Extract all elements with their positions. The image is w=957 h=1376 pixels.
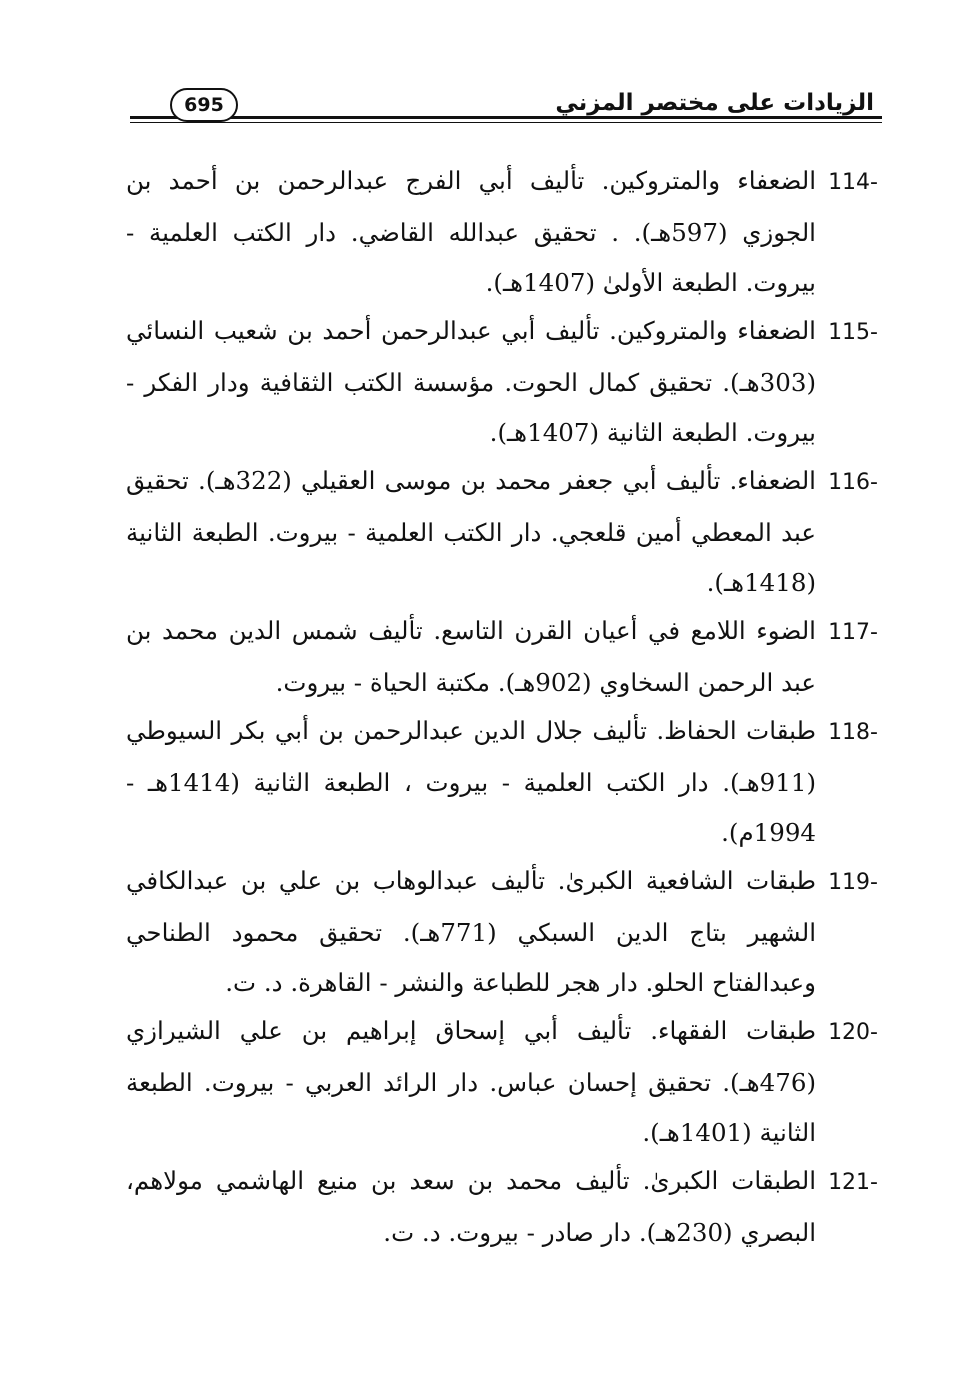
entry-number: 119- (828, 870, 878, 895)
entry-text: الضوء اللامع في أعيان القرن التاسع. تأليف شمس الدين محمد بن عبد الرحمن السخاوي (902هـ). مكتبة الحياة - بيروت. (126, 616, 816, 697)
entry-text: طبقات الشافعية الكبرىٰ. تأليف عبدالوهاب بن علي بن عبدالكافي الشهير بتاج الدين السبكي (771هـ). تحقيق محمود الطناحي وعبدالفتاح الحلو. دار هجر للطباعة والنشر - القاهرة. د. ت. (126, 866, 817, 997)
entry-number: 121- (828, 1170, 878, 1195)
entry-number: 120- (828, 1020, 878, 1045)
bibliography-entry-114 (126, 156, 878, 306)
page-header (130, 88, 882, 134)
entry-text: طبقات الفقهاء. تأليف أبي إسحاق إبراهيم بن علي الشيرازي (476هـ). تحقيق إحسان عباس. دار الرائد العربي - بيروت. الطبعة الثانية (1401هـ). (126, 1016, 816, 1147)
entry-number: 114- (828, 170, 878, 195)
running-title: الزيادات على مختصر المزني (555, 90, 874, 116)
entry-text: طبقات الحفاظ. تأليف جلال الدين عبدالرحمن بن أبي بكر السيوطي (911هـ). دار الكتب العلمية - بيروت ، الطبعة الثانية (1414هـ - 1994م). (126, 716, 816, 847)
entry-text: الطبقات الكبرىٰ. تأليف محمد بن سعد بن منيع الهاشمي مولاهم، البصري (230هـ). دار صادر - بيروت. د. ت. (126, 1166, 816, 1247)
bibliography-entry-119 (126, 856, 878, 1006)
entry-text: الضعفاء والمتروكين. تأليف أبي الفرج عبدالرحمن بن أحمد بن الجوزي (597هـ). . تحقيق عبدالله القاضي. دار الكتب العلمية - بيروت. الطبعة الأولىٰ (1407هـ). (126, 166, 816, 297)
bibliography-list (126, 156, 878, 1256)
bibliography-entry-120 (126, 1006, 878, 1156)
page-number-badge: 695 (170, 88, 238, 122)
bibliography-entry-115 (126, 306, 878, 456)
entry-number: 118- (828, 720, 878, 745)
entry-text: الضعفاء. تأليف أبي جعفر محمد بن موسى العقيلي (322هـ). تحقيق عبد المعطي أمين قلعجي. دار الكتب العلمية - بيروت. الطبعة الثانية (1418هـ). (126, 466, 816, 597)
header-rule-thin (130, 122, 882, 123)
entry-number: 117- (828, 620, 878, 645)
bibliography-entry-117 (126, 606, 878, 706)
bibliography-entry-116 (126, 456, 878, 606)
entry-number: 116- (828, 470, 878, 495)
header-rule-thick (130, 116, 882, 119)
entry-number: 115- (828, 320, 878, 345)
bibliography-entry-118 (126, 706, 878, 856)
bibliography-entry-121 (126, 1156, 878, 1256)
entry-text: الضعفاء والمتروكين. تأليف أبي عبدالرحمن أحمد بن شعيب النسائي (303هـ). تحقيق كمال الحوت. مؤسسة الكتب الثقافية ودار الفكر - بيروت. الطبعة الثانية (1407هـ). (126, 316, 816, 447)
